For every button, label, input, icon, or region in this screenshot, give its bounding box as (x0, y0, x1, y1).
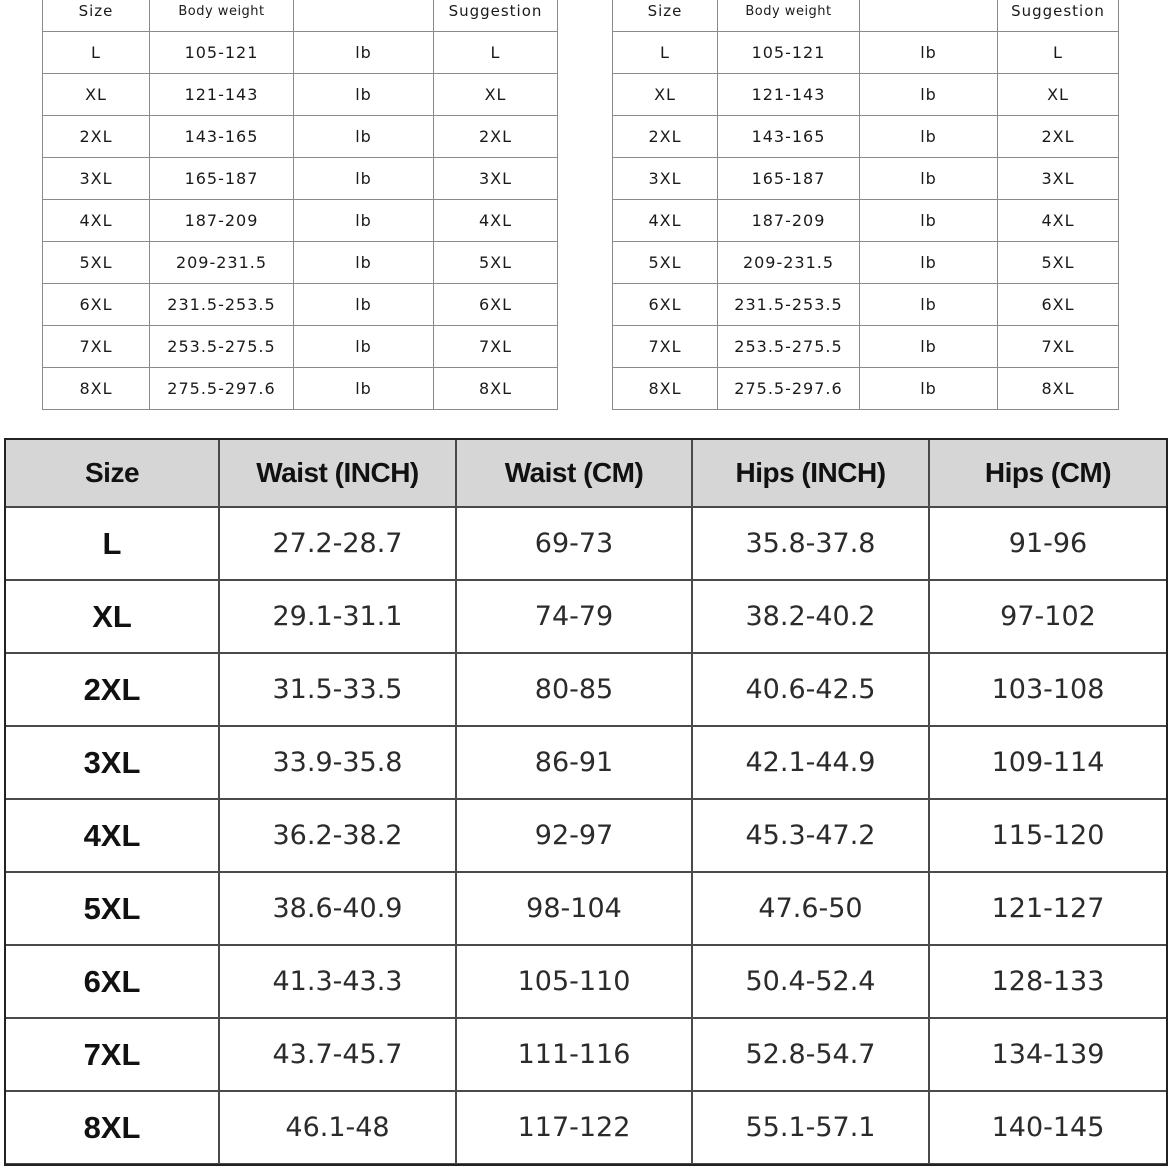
waist-inch-cell: 33.9-35.8 (219, 726, 456, 799)
header-suggestion: Suggestion (998, 0, 1119, 32)
suggestion-cell: XL (998, 74, 1119, 116)
suggestion-cell: 3XL (434, 158, 558, 200)
suggestion-cell: 6XL (434, 284, 558, 326)
header-size: Size (5, 439, 219, 507)
measurement-header-row (5, 439, 1167, 507)
hips-inch-cell: 35.8-37.8 (692, 507, 929, 580)
weight-chart-right (608, 0, 1148, 430)
weight-cell: 231.5-253.5 (150, 284, 294, 326)
weight-cell: 187-209 (718, 200, 860, 242)
size-cell: 7XL (613, 326, 718, 368)
size-cell: L (43, 32, 150, 74)
hips-inch-cell: 47.6-50 (692, 872, 929, 945)
size-cell: 6XL (613, 284, 718, 326)
unit-cell: lb (860, 242, 998, 284)
suggestion-cell: 6XL (998, 284, 1119, 326)
size-cell: XL (5, 580, 219, 653)
suggestion-cell: 5XL (998, 242, 1119, 284)
suggestion-cell: L (434, 32, 558, 74)
weight-cell: 275.5-297.6 (150, 368, 294, 410)
weight-cell: 105-121 (150, 32, 294, 74)
suggestion-cell: 4XL (434, 200, 558, 242)
weight-cell: 209-231.5 (150, 242, 294, 284)
size-cell: 6XL (5, 945, 219, 1018)
size-cell: 8XL (613, 368, 718, 410)
size-cell: XL (613, 74, 718, 116)
hips-cm-cell: 103-108 (929, 653, 1167, 726)
table-row (613, 326, 1119, 368)
waist-cm-cell: 86-91 (456, 726, 692, 799)
unit-cell: lb (294, 284, 434, 326)
suggestion-cell: L (998, 32, 1119, 74)
unit-cell: lb (860, 32, 998, 74)
table-row (5, 1091, 1167, 1164)
size-cell: 4XL (5, 799, 219, 872)
hips-cm-cell: 97-102 (929, 580, 1167, 653)
hips-inch-cell: 45.3-47.2 (692, 799, 929, 872)
table-row (43, 368, 558, 410)
size-cell: 4XL (613, 200, 718, 242)
suggestion-cell: 8XL (998, 368, 1119, 410)
measurement-table-body (5, 507, 1167, 1164)
waist-inch-cell: 29.1-31.1 (219, 580, 456, 653)
weight-cell: 105-121 (718, 32, 860, 74)
weight-cell: 209-231.5 (718, 242, 860, 284)
waist-cm-cell: 117-122 (456, 1091, 692, 1164)
header-hips-cm: Hips (CM) (929, 439, 1167, 507)
size-cell: 3XL (5, 726, 219, 799)
unit-cell: lb (294, 242, 434, 284)
header-unit (860, 0, 998, 32)
table-row (43, 32, 558, 74)
suggestion-cell: 2XL (434, 116, 558, 158)
table-row (43, 158, 558, 200)
table-row (5, 1018, 1167, 1091)
size-cell: 3XL (613, 158, 718, 200)
header-body-weight: Body weight (150, 0, 294, 32)
unit-cell: lb (294, 158, 434, 200)
weight-cell: 231.5-253.5 (718, 284, 860, 326)
waist-inch-cell: 36.2-38.2 (219, 799, 456, 872)
unit-cell: lb (860, 74, 998, 116)
hips-cm-cell: 134-139 (929, 1018, 1167, 1091)
suggestion-cell: 8XL (434, 368, 558, 410)
waist-cm-cell: 92-97 (456, 799, 692, 872)
table-row (613, 74, 1119, 116)
hips-cm-cell: 128-133 (929, 945, 1167, 1018)
waist-cm-cell: 69-73 (456, 507, 692, 580)
table-row (613, 284, 1119, 326)
unit-cell: lb (860, 158, 998, 200)
unit-cell: lb (294, 200, 434, 242)
header-waist-inch: Waist (INCH) (219, 439, 456, 507)
weight-cell: 253.5-275.5 (718, 326, 860, 368)
measurement-chart (4, 438, 1166, 1164)
table-row (43, 200, 558, 242)
size-cell: L (5, 507, 219, 580)
hips-cm-cell: 115-120 (929, 799, 1167, 872)
header-body-weight: Body weight (718, 0, 860, 32)
unit-cell: lb (860, 326, 998, 368)
size-cell: 8XL (43, 368, 150, 410)
weight-cell: 121-143 (718, 74, 860, 116)
waist-cm-cell: 111-116 (456, 1018, 692, 1091)
hips-cm-cell: 91-96 (929, 507, 1167, 580)
unit-cell: lb (860, 116, 998, 158)
table-row (613, 158, 1119, 200)
waist-inch-cell: 27.2-28.7 (219, 507, 456, 580)
hips-cm-cell: 121-127 (929, 872, 1167, 945)
unit-cell: lb (860, 284, 998, 326)
table-row (43, 326, 558, 368)
table-row (43, 116, 558, 158)
hips-cm-cell: 140-145 (929, 1091, 1167, 1164)
hips-inch-cell: 40.6-42.5 (692, 653, 929, 726)
table-row (613, 116, 1119, 158)
unit-cell: lb (294, 326, 434, 368)
suggestion-cell: XL (434, 74, 558, 116)
waist-inch-cell: 43.7-45.7 (219, 1018, 456, 1091)
size-cell: 8XL (5, 1091, 219, 1164)
size-cell: 5XL (5, 872, 219, 945)
suggestion-cell: 3XL (998, 158, 1119, 200)
waist-inch-cell: 41.3-43.3 (219, 945, 456, 1018)
size-cell: 2XL (613, 116, 718, 158)
suggestion-cell: 4XL (998, 200, 1119, 242)
table-row (613, 368, 1119, 410)
hips-cm-cell: 109-114 (929, 726, 1167, 799)
weight-cell: 121-143 (150, 74, 294, 116)
hips-inch-cell: 42.1-44.9 (692, 726, 929, 799)
waist-inch-cell: 38.6-40.9 (219, 872, 456, 945)
unit-cell: lb (294, 32, 434, 74)
weight-table (612, 0, 1119, 410)
weight-table (42, 0, 558, 410)
size-cell: 6XL (43, 284, 150, 326)
waist-cm-cell: 105-110 (456, 945, 692, 1018)
table-row (613, 200, 1119, 242)
table-row (43, 284, 558, 326)
size-cell: 2XL (43, 116, 150, 158)
waist-cm-cell: 98-104 (456, 872, 692, 945)
weight-cell: 165-187 (718, 158, 860, 200)
weight-table-body (43, 32, 558, 410)
hips-inch-cell: 50.4-52.4 (692, 945, 929, 1018)
table-row (5, 726, 1167, 799)
size-cell: 5XL (613, 242, 718, 284)
hips-inch-cell: 52.8-54.7 (692, 1018, 929, 1091)
suggestion-cell: 2XL (998, 116, 1119, 158)
table-row (613, 32, 1119, 74)
size-cell: L (613, 32, 718, 74)
weight-cell: 143-165 (150, 116, 294, 158)
header-size: Size (43, 0, 150, 32)
weight-table-body (613, 32, 1119, 410)
measurement-table (4, 438, 1168, 1165)
header-unit (294, 0, 434, 32)
header-suggestion: Suggestion (434, 0, 558, 32)
unit-cell: lb (860, 200, 998, 242)
unit-cell: lb (294, 368, 434, 410)
weight-cell: 187-209 (150, 200, 294, 242)
weight-cell: 253.5-275.5 (150, 326, 294, 368)
hips-inch-cell: 55.1-57.1 (692, 1091, 929, 1164)
weight-cell: 165-187 (150, 158, 294, 200)
waist-inch-cell: 31.5-33.5 (219, 653, 456, 726)
waist-inch-cell: 46.1-48 (219, 1091, 456, 1164)
waist-cm-cell: 74-79 (456, 580, 692, 653)
weight-cell: 143-165 (718, 116, 860, 158)
weight-table-header-row (613, 0, 1119, 32)
table-row (5, 945, 1167, 1018)
size-cell: 2XL (5, 653, 219, 726)
table-row (43, 242, 558, 284)
suggestion-cell: 7XL (998, 326, 1119, 368)
hips-inch-cell: 38.2-40.2 (692, 580, 929, 653)
table-row (43, 74, 558, 116)
table-row (5, 799, 1167, 872)
suggestion-cell: 5XL (434, 242, 558, 284)
size-cell: 7XL (5, 1018, 219, 1091)
header-hips-inch: Hips (INCH) (692, 439, 929, 507)
weight-cell: 275.5-297.6 (718, 368, 860, 410)
table-row (5, 872, 1167, 945)
suggestion-cell: 7XL (434, 326, 558, 368)
table-row (5, 653, 1167, 726)
header-waist-cm: Waist (CM) (456, 439, 692, 507)
weight-chart-left (10, 0, 558, 430)
size-cell: 7XL (43, 326, 150, 368)
header-size: Size (613, 0, 718, 32)
waist-cm-cell: 80-85 (456, 653, 692, 726)
table-row (5, 580, 1167, 653)
size-cell: XL (43, 74, 150, 116)
unit-cell: lb (294, 74, 434, 116)
size-cell: 4XL (43, 200, 150, 242)
unit-cell: lb (294, 116, 434, 158)
unit-cell: lb (860, 368, 998, 410)
table-row (613, 242, 1119, 284)
table-row (5, 507, 1167, 580)
weight-table-header-row (43, 0, 558, 32)
size-cell: 5XL (43, 242, 150, 284)
size-cell: 3XL (43, 158, 150, 200)
